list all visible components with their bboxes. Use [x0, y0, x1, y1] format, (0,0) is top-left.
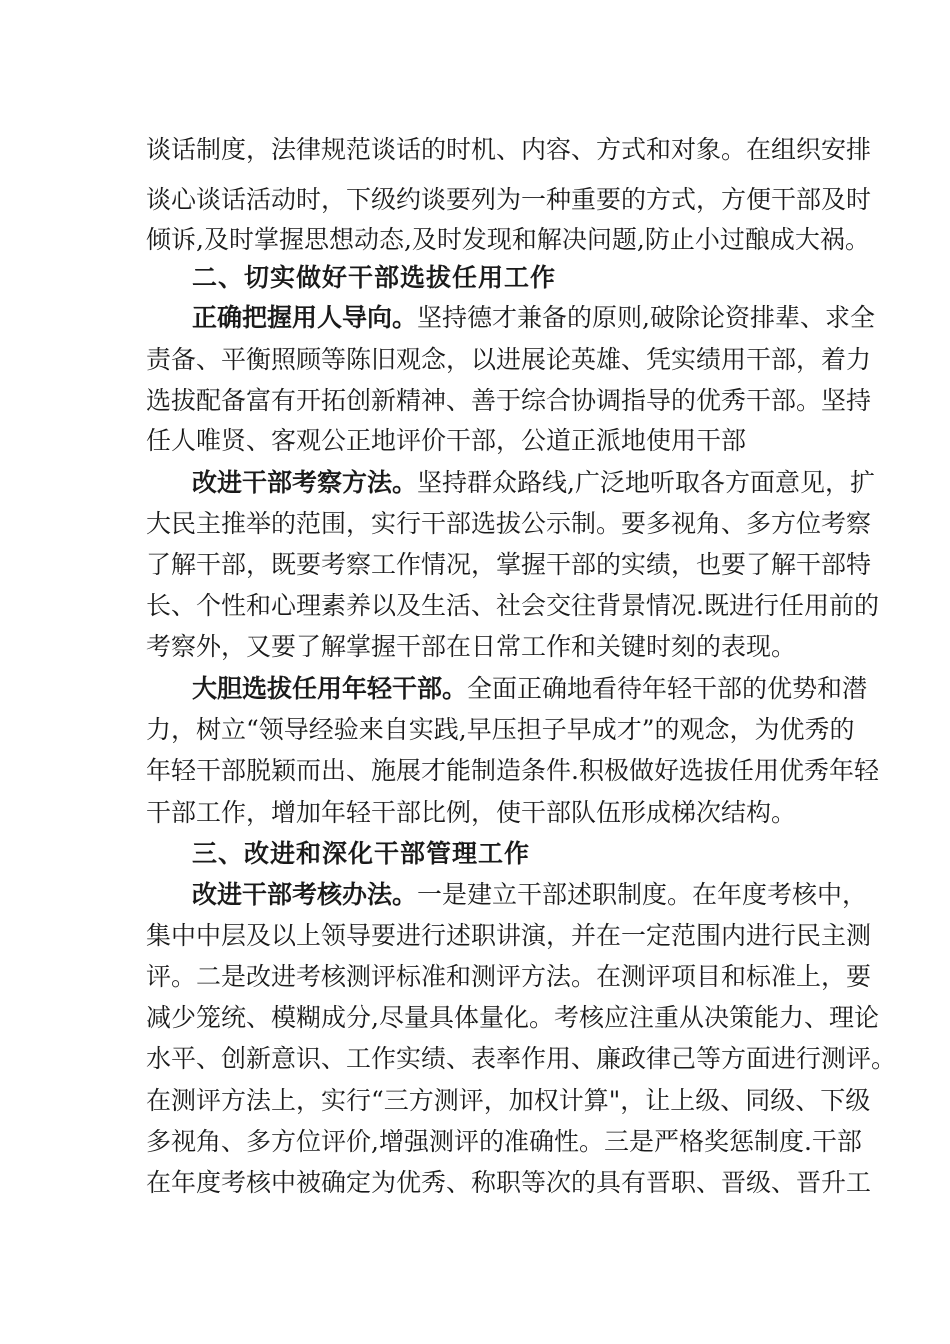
p4-line-6: 在测评方法上，实行“三方测评，加权计算"，让上级、同级、下级 — [146, 1086, 871, 1115]
p1-line-4: 任人唯贤、客观公正地评价干部，公道正派地使用干部 — [146, 426, 747, 455]
p3-line-1 — [192, 672, 868, 706]
p1-line-2: 责备、平衡照顾等陈旧观念，以进展论英雄、凭实绩用干部，着力 — [146, 345, 872, 374]
p3-line-2: 力，树立“领导经验来自实践,早压担子早成才”的观念，为优秀的 — [146, 715, 855, 744]
p2-line-4: 长、个性和心理素养以及生活、社会交往背景情况.既进行任用前的 — [146, 591, 879, 620]
intro-line-1: 谈话制度，法律规范谈话的时机、内容、方式和对象。在组织安排 — [146, 135, 872, 164]
p3-line-4: 干部工作，增加年轻干部比例，使干部队伍形成梯次结构。 — [146, 798, 797, 827]
p4-line-1 — [192, 878, 868, 912]
p3-lead: 大胆选拔任用年轻干部。 — [192, 674, 468, 703]
p4-line-3: 评。二是改进考核测评标准和测评方法。在测评项目和标准上，要 — [146, 962, 872, 991]
p4-lead: 改进干部考核办法。 — [192, 880, 418, 909]
section-heading-2: 二、切实做好干部选拔任用工作 — [192, 263, 557, 292]
p4-line-5: 水平、创新意识、工作实绩、表率作用、廉政律己等方面进行测评。 — [146, 1044, 897, 1073]
p1-line-1 — [192, 301, 875, 335]
p3-first-rest: 全面正确地看待年轻干部的优势和潜 — [467, 674, 868, 703]
p2-line-5: 考察外，又要了解掌握干部在日常工作和关键时刻的表现。 — [146, 632, 797, 661]
intro-line-2: 谈心谈话活动时，下级约谈要列为一种重要的方式，方便干部及时 — [146, 185, 872, 214]
p4-line-2: 集中中层及以上领导要进行述职讲演，并在一定范围内进行民主测 — [146, 921, 872, 950]
p1-lead: 正确把握用人导向。 — [192, 303, 418, 332]
p4-line-7: 多视角、多方位评价,增强测评的准确性。三是严格奖惩制度.干部 — [146, 1127, 862, 1156]
p4-line-4: 减少笼统、模糊成分,尽量具体量化。考核应注重从决策能力、理论 — [146, 1003, 879, 1032]
p2-first-rest: 坚持群众路线,广泛地听取各方面意见，扩 — [417, 468, 875, 497]
p2-line-1 — [192, 466, 875, 500]
p4-first-rest: 一是建立干部述职制度。在年度考核中， — [417, 880, 868, 909]
p1-first-rest: 坚持德才兼备的原则,破除论资排辈、求全 — [417, 303, 875, 332]
p3-line-3: 年轻干部脱颖而出、施展才能制造条件.积极做好选拔任用优秀年轻 — [146, 756, 879, 785]
p4-line-8: 在年度考核中被确定为优秀、称职等次的具有晋职、晋级、晋升工 — [146, 1168, 872, 1197]
p2-line-3: 了解干部，既要考察工作情况，掌握干部的实绩，也要了解干部特 — [146, 550, 872, 579]
p1-line-3: 选拔配备富有开拓创新精神、善于综合协调指导的优秀干部。坚持 — [146, 386, 872, 415]
p2-line-2: 大民主推举的范围，实行干部选拔公示制。要多视角、多方位考察 — [146, 509, 872, 538]
intro-line-3: 倾诉,及时掌握思想动态,及时发现和解决问题,防止小过酿成大祸。 — [146, 225, 870, 254]
section-heading-3: 三、改进和深化干部管理工作 — [192, 839, 531, 868]
p2-lead: 改进干部考察方法。 — [192, 468, 418, 497]
